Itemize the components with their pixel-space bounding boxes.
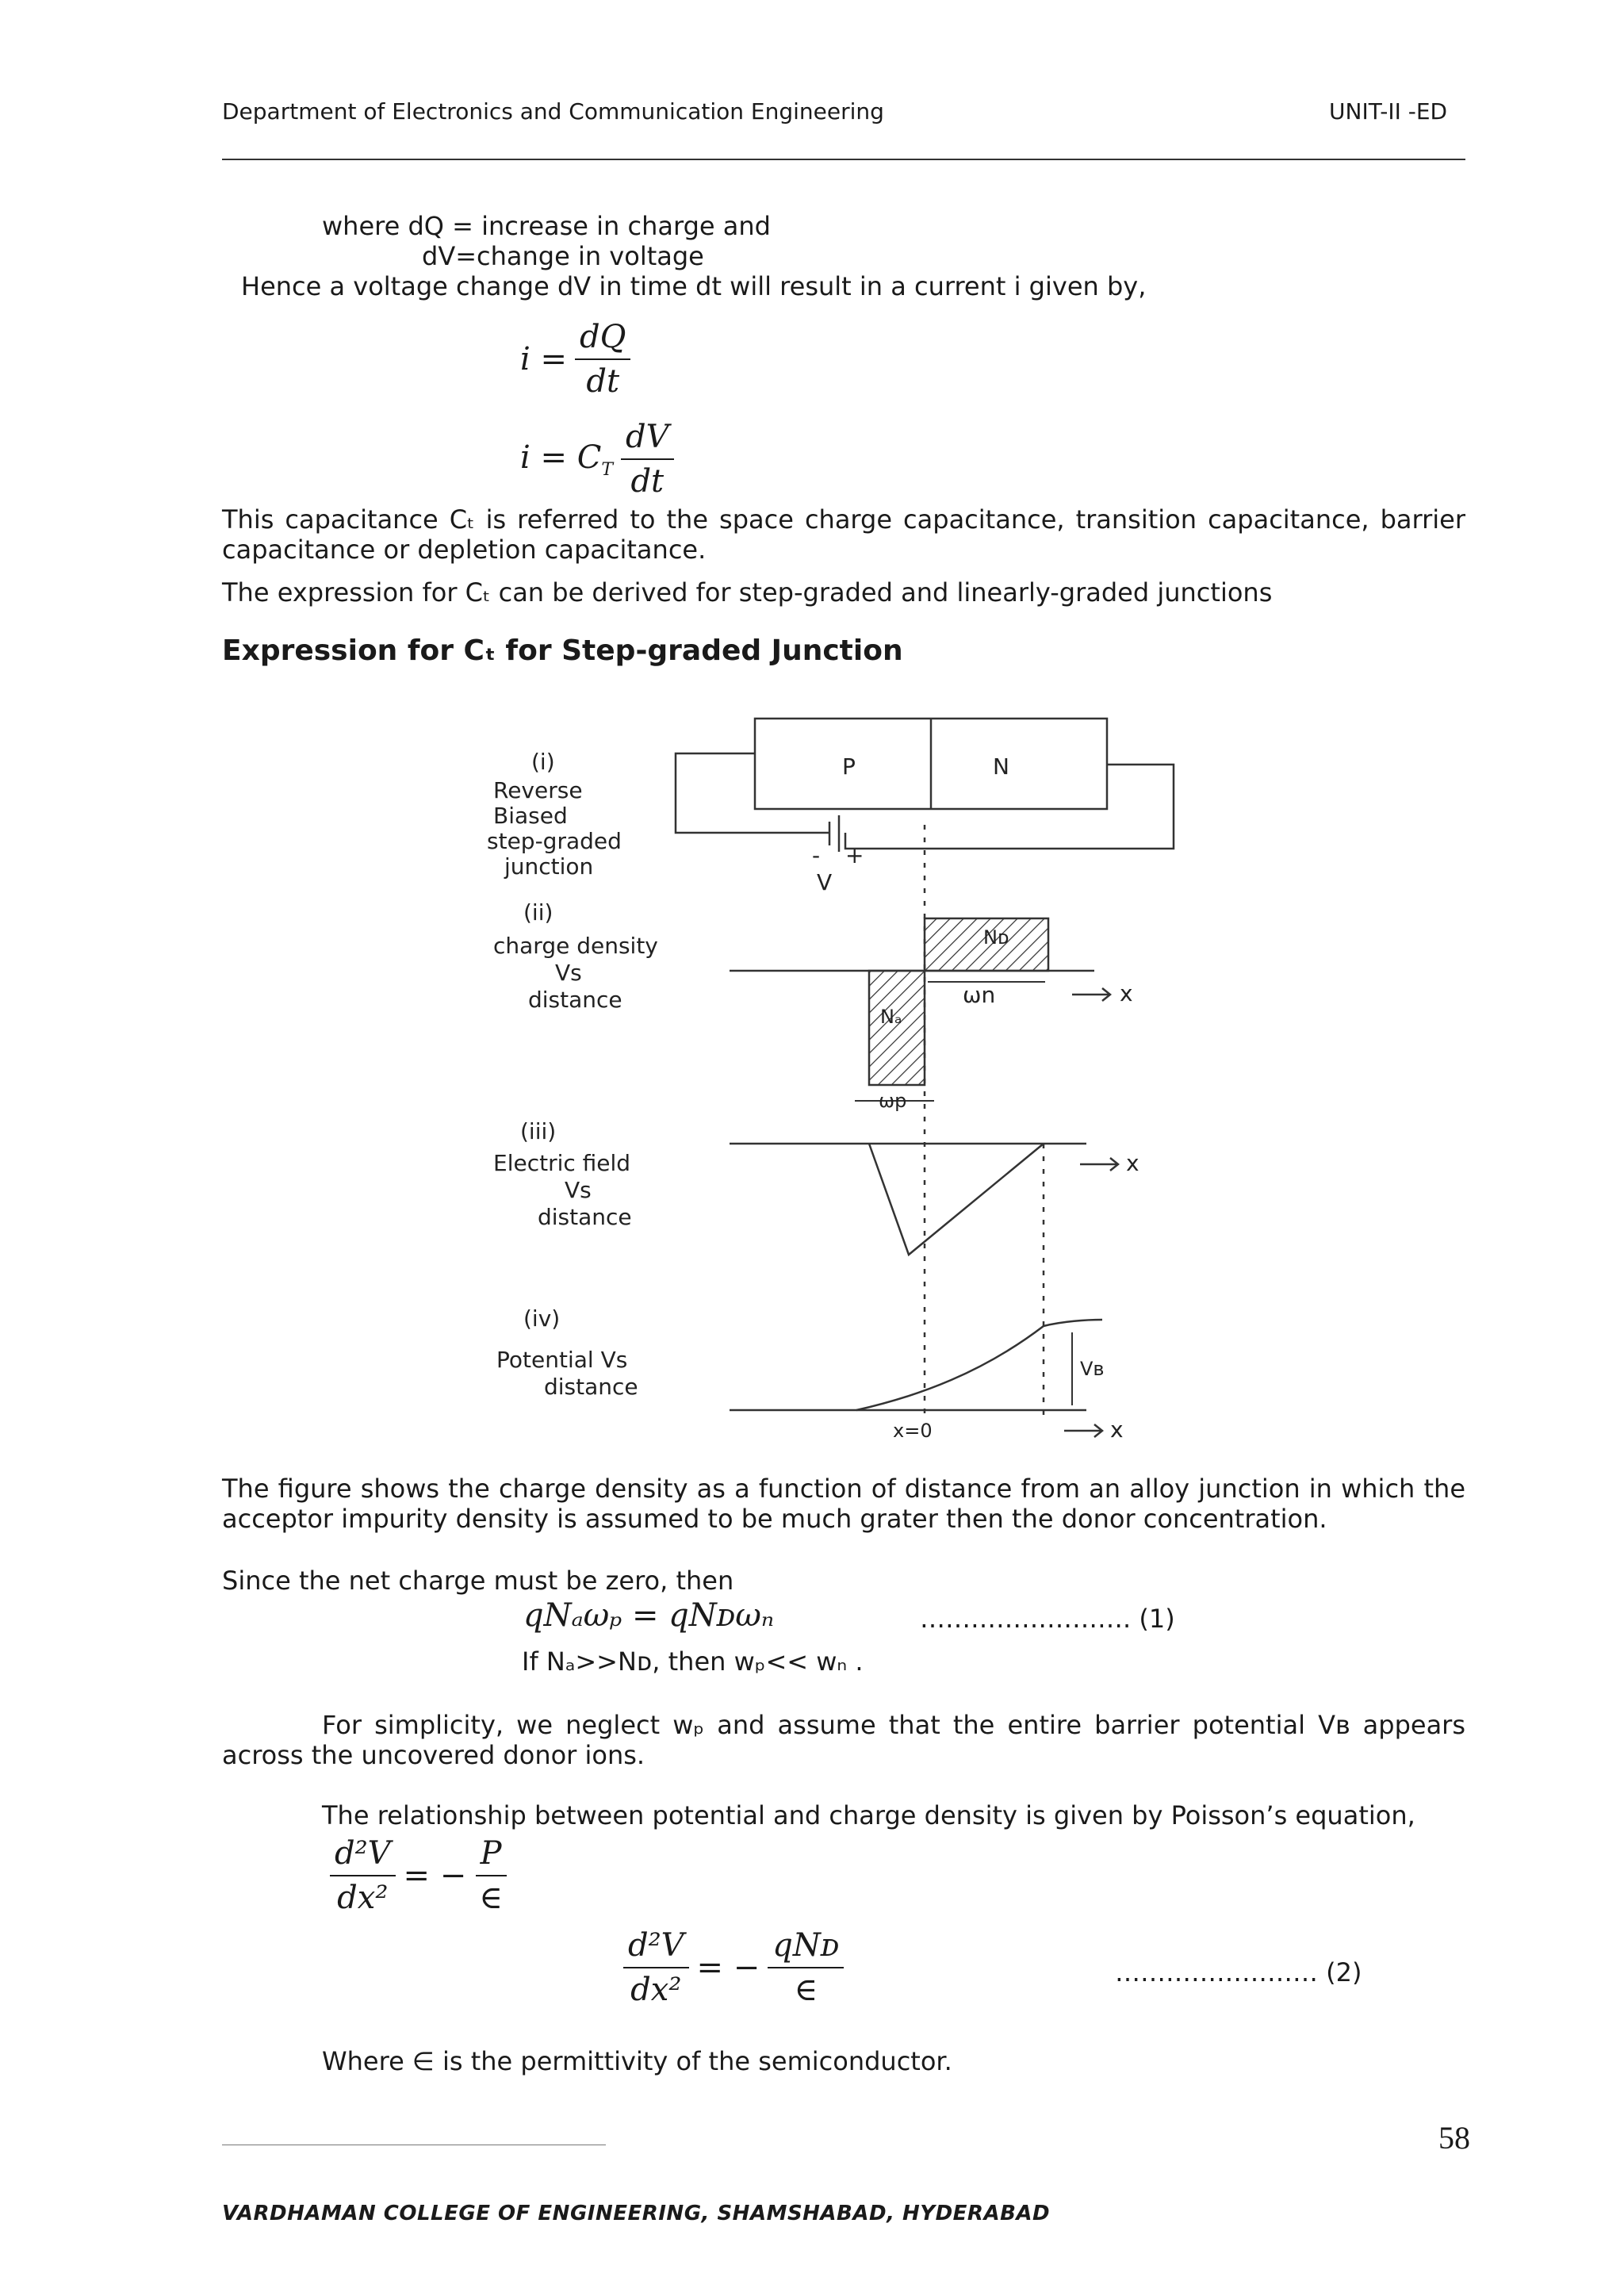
equation-i-ct-dv-dt (520, 419, 674, 500)
label-i-line3: step-graded (487, 828, 622, 854)
numerator: qNᴅ (768, 1927, 844, 1968)
fraction (575, 319, 630, 400)
wp-label: ωp (879, 1090, 907, 1112)
poisson-equation-1 (330, 1835, 508, 1916)
simplicity-paragraph: For simplicity, we neglect wₚ and assume that the entire barrier potential Vʙ appears across the uncovered donor ions. (222, 1710, 1465, 1770)
label-iii-line3: distance (538, 1204, 632, 1230)
label-i-line1: Reverse (493, 777, 583, 803)
label-i: (i) (531, 749, 555, 775)
label-i-line4: junction (504, 853, 594, 880)
label-ii-line2: Vs (555, 960, 582, 986)
if-line: If Nₐ>>Nᴅ, then wₚ<< wₙ . (522, 1646, 864, 1677)
page-number: 58 (1438, 2120, 1470, 2156)
numerator: dV (621, 419, 674, 460)
electric-field-curve (869, 1144, 1044, 1255)
denominator: ∈ (794, 1972, 818, 2008)
x-label-ii: x (1120, 980, 1133, 1006)
equals-minus: = − (696, 1949, 760, 1986)
header-department: Department of Electronics and Communication Engineering (222, 98, 884, 125)
denominator: dx² (630, 1972, 682, 2008)
label-iv-line2: distance (544, 1374, 638, 1400)
poisson-equation-2 (623, 1927, 844, 2008)
denominator: dx² (337, 1880, 389, 1916)
capacitance-paragraph: This capacitance Cₜ is referred to the space charge capacitance, transition capacitance, barrier capacitance or depletion capacitance. (222, 504, 1465, 565)
circuit-wire-left (676, 753, 829, 833)
numerator: dQ (575, 319, 630, 360)
potential-curve (856, 1320, 1105, 1410)
equation-1: qNₐωₚ = qNᴅωₙ (523, 1597, 775, 1634)
label-iv: (iv) (523, 1305, 561, 1332)
n-region-label: N (993, 753, 1009, 780)
equation-1-number: ……………………. (1) (920, 1604, 1175, 1634)
label-iii-line2: Vs (565, 1177, 592, 1203)
acceptor-charge-block (869, 971, 925, 1085)
denominator: dt (586, 363, 620, 400)
where-epsilon-line: Where ∈ is the permittivity of the semiconductor. (322, 2046, 952, 2076)
x0-label: x=0 (893, 1420, 933, 1442)
vb-label: Vʙ (1080, 1358, 1105, 1380)
fraction (621, 419, 674, 500)
equals-minus: = − (403, 1857, 467, 1894)
expression-line: The expression for Cₜ can be derived for step-graded and linearly-graded junctions (222, 577, 1273, 608)
eq-lhs: $i = C_T$ (520, 439, 614, 480)
hence-line: Hence a voltage change dV in time dt will result in a current i given by, (241, 271, 1147, 301)
fraction-lhs (330, 1835, 396, 1916)
nd-label: Nᴅ (983, 926, 1009, 949)
label-i-line2: Biased (493, 803, 568, 829)
where-line: where dQ = increase in charge and (322, 211, 771, 241)
figure-paragraph: The figure shows the charge density as a function of distance from an alloy junction in which the acceptor impurity density is assumed to be much grater then the donor concentration. (222, 1474, 1465, 1534)
dv-line: dV=change in voltage (422, 241, 704, 271)
wn-label: ωn (963, 982, 996, 1008)
battery-minus: - (812, 842, 821, 868)
denominator: ∈ (479, 1880, 503, 1916)
label-ii: (ii) (523, 899, 553, 926)
label-iv-line1: Potential Vs (496, 1347, 628, 1373)
battery-plus: + (845, 842, 864, 868)
eq-lhs: i = (520, 341, 568, 378)
na-label: Nₐ (880, 1006, 902, 1028)
fraction-rhs (768, 1927, 844, 2008)
equation-i-dq-dt (520, 319, 630, 400)
p-region-label: P (842, 753, 856, 780)
section-heading: Expression for Cₜ for Step-graded Junction (222, 634, 903, 667)
fraction-lhs (623, 1927, 689, 2008)
college-footer: VARDHAMAN COLLEGE OF ENGINEERING, SHAMSHABAD, HYDERABAD (222, 2202, 1051, 2225)
fraction-rhs (474, 1835, 508, 1916)
numerator: P (476, 1835, 507, 1876)
label-iii: (iii) (520, 1118, 557, 1144)
label-ii-line1: charge density (493, 933, 658, 959)
junction-figure (476, 706, 1189, 1467)
x-label-iii: x (1126, 1150, 1139, 1176)
header-rule (222, 159, 1465, 160)
poisson-line: The relationship between potential and charge density is given by Poisson’s equation, (322, 1800, 1415, 1830)
since-line: Since the net charge must be zero, then (222, 1566, 734, 1596)
equation-2-number: …………………… (2) (1115, 1957, 1362, 1987)
numerator: d²V (330, 1835, 396, 1876)
header-unit: UNIT-II -ED (1329, 98, 1448, 125)
label-ii-line3: distance (528, 987, 622, 1013)
x-label-iv: x (1110, 1416, 1124, 1443)
label-iii-line1: Electric field (493, 1150, 631, 1176)
battery-v: V (817, 869, 833, 895)
circuit-wire-right (845, 765, 1174, 849)
denominator: dt (630, 463, 665, 500)
numerator: d²V (623, 1927, 689, 1968)
